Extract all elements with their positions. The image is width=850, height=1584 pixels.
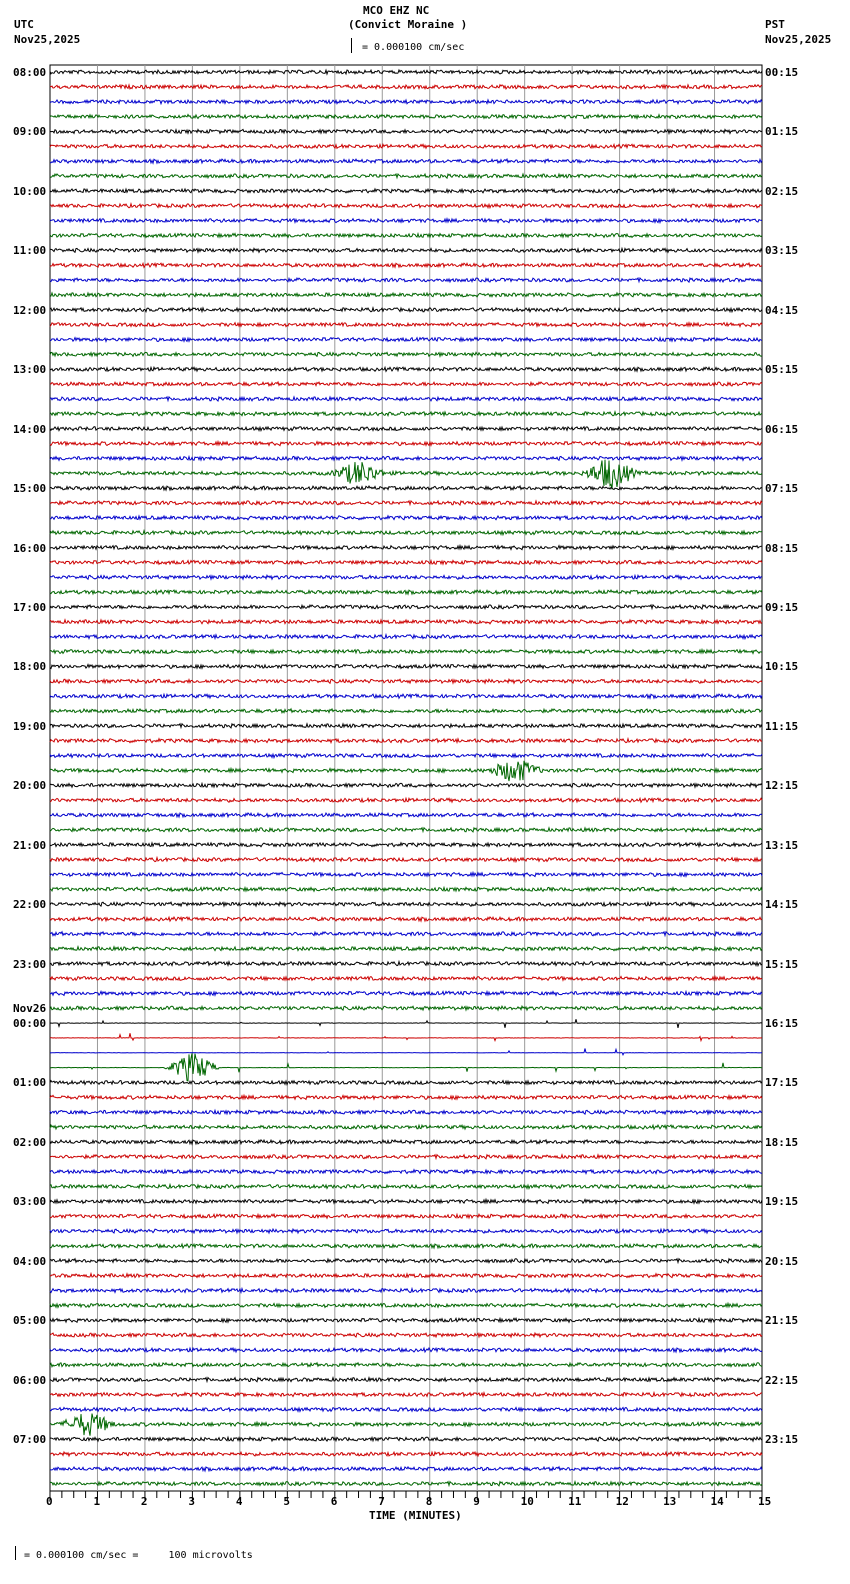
- seismic-trace: [50, 1259, 762, 1263]
- seismic-trace: [50, 293, 762, 297]
- pst-hour-label: 11:15: [765, 719, 799, 733]
- right-timezone: PST: [765, 18, 785, 31]
- seismic-trace: [50, 1467, 762, 1471]
- seismic-trace: [50, 382, 762, 386]
- x-tick-label: 7: [378, 1495, 385, 1508]
- seismic-trace: [50, 1378, 762, 1382]
- seismic-trace: [50, 219, 762, 223]
- x-tick-label: 15: [758, 1495, 772, 1508]
- pst-hour-label: 01:15: [765, 125, 799, 139]
- pst-hour-label: 03:15: [765, 244, 799, 258]
- scale-text: = 0.000100 cm/sec: [362, 42, 465, 53]
- seismic-trace: [50, 1006, 762, 1010]
- seismic-trace: [50, 159, 762, 163]
- left-timezone: UTC: [14, 18, 34, 31]
- seismic-trace: [50, 204, 762, 208]
- seismic-trace: [50, 460, 762, 490]
- pst-hour-label: 21:15: [765, 1314, 799, 1328]
- seismic-trace: [50, 1363, 762, 1367]
- seismic-trace: [50, 412, 762, 416]
- pst-hour-label: 13:15: [765, 838, 799, 852]
- seismic-trace: [50, 754, 762, 758]
- seismic-trace: [50, 635, 762, 639]
- pst-hour-label: 18:15: [765, 1135, 799, 1149]
- utc-hour-label: 01:00: [13, 1076, 47, 1090]
- pst-hour-label: 22:15: [765, 1373, 799, 1387]
- seismic-trace: [50, 263, 762, 267]
- pst-hour-label: 19:15: [765, 1195, 799, 1209]
- x-tick-label: 0: [46, 1495, 53, 1508]
- pst-hour-label: 00:15: [765, 66, 799, 79]
- seismic-trace: [50, 1414, 762, 1436]
- seismic-trace: [50, 873, 762, 877]
- seismic-trace: [50, 516, 762, 520]
- seismic-trace: [50, 664, 762, 668]
- x-tick-label: 13: [663, 1495, 677, 1508]
- x-tick-label: 9: [473, 1495, 480, 1508]
- seismic-trace: [50, 590, 762, 594]
- seismic-trace: [50, 1244, 762, 1248]
- seismic-trace: [50, 1452, 762, 1456]
- utc-hour-label: 12:00: [13, 303, 47, 317]
- pst-hour-label: 02:15: [765, 184, 799, 198]
- seismic-trace: [50, 1049, 762, 1055]
- seismic-trace: [50, 709, 762, 713]
- pst-hour-label: 17:15: [765, 1076, 799, 1090]
- seismic-trace: [50, 427, 762, 431]
- seismic-trace: [50, 367, 762, 371]
- utc-hour-label: 14:00: [13, 422, 47, 436]
- seismic-trace: [50, 486, 762, 490]
- seismic-trace: [50, 858, 762, 862]
- utc-hour-label: 19:00: [13, 719, 47, 733]
- left-date: Nov25,2025: [14, 33, 81, 46]
- seismic-trace: [50, 761, 762, 781]
- utc-hour-label: 07:00: [13, 1433, 47, 1447]
- seismic-trace: [50, 129, 762, 133]
- seismic-trace: [50, 560, 762, 564]
- x-tick-label: 14: [710, 1495, 724, 1508]
- pst-hour-label: 09:15: [765, 600, 799, 614]
- seismic-trace: [50, 991, 762, 995]
- seismic-trace: [50, 397, 762, 401]
- x-tick-label: 12: [615, 1495, 629, 1508]
- seismic-trace: [50, 575, 762, 579]
- seismic-trace: [50, 1053, 762, 1081]
- seismic-trace: [50, 1125, 762, 1129]
- utc-hour-label: 20:00: [13, 779, 47, 793]
- footer-scale-text: = 0.000100 cm/sec = 100 microvolts: [24, 1550, 253, 1561]
- seismic-trace: [50, 1170, 762, 1174]
- seismic-trace: [50, 546, 762, 550]
- seismic-trace: [50, 323, 762, 327]
- seismic-trace: [50, 1348, 762, 1352]
- seismic-trace: [50, 248, 762, 252]
- seismic-trace: [50, 887, 762, 891]
- pst-hour-label: 04:15: [765, 303, 799, 317]
- seismic-trace: [50, 1019, 762, 1028]
- x-tick-label: 3: [188, 1495, 196, 1508]
- seismic-trace: [50, 233, 762, 237]
- seismic-trace: [50, 1081, 762, 1085]
- pst-hour-label: 10:15: [765, 660, 799, 674]
- seismic-trace: [50, 531, 762, 535]
- x-tick-label: 8: [425, 1495, 433, 1508]
- utc-hour-label: 06:00: [13, 1373, 47, 1387]
- pst-hour-label: 23:15: [765, 1433, 799, 1447]
- station-location: (Convict Moraine ): [348, 18, 468, 31]
- x-tick-label: 1: [93, 1495, 101, 1508]
- seismic-trace: [50, 1289, 762, 1293]
- day-change-label: Nov26: [13, 1002, 47, 1015]
- seismic-trace: [50, 947, 762, 951]
- pst-hour-label: 08:15: [765, 541, 799, 555]
- x-axis-label: TIME (MINUTES): [369, 1509, 462, 1522]
- seismic-trace: [50, 813, 762, 817]
- seismic-trace: [50, 1033, 762, 1040]
- x-tick-label: 6: [330, 1495, 338, 1508]
- pst-hour-label: 05:15: [765, 363, 799, 377]
- utc-hour-label: 03:00: [13, 1195, 47, 1209]
- seismic-trace: [50, 1333, 762, 1337]
- seismic-trace: [50, 70, 762, 74]
- utc-hour-label: 18:00: [13, 660, 47, 674]
- pst-hour-label: 07:15: [765, 482, 799, 496]
- seismic-trace: [50, 843, 762, 847]
- seismic-trace: [50, 1274, 762, 1278]
- seismic-trace: [50, 739, 762, 743]
- x-tick-label: 5: [283, 1495, 290, 1508]
- seismic-trace: [50, 1303, 762, 1307]
- utc-hour-label: 15:00: [13, 482, 47, 496]
- seismic-trace: [50, 1408, 762, 1412]
- seismic-trace: [50, 917, 762, 921]
- seismic-trace: [50, 100, 762, 104]
- pst-hour-label: 20:15: [765, 1254, 799, 1268]
- pst-hour-label: 12:15: [765, 779, 799, 793]
- seismic-trace: [50, 1199, 762, 1203]
- utc-hour-label: 05:00: [13, 1314, 47, 1328]
- seismic-trace: [50, 338, 762, 342]
- seismic-trace: [50, 278, 762, 282]
- seismic-trace: [50, 1318, 762, 1322]
- seismic-trace: [50, 456, 762, 460]
- utc-hour-label: 10:00: [13, 184, 47, 198]
- pst-hour-label: 16:15: [765, 1017, 799, 1031]
- station-title: MCO EHZ NC: [363, 4, 430, 17]
- x-tick-label: 4: [235, 1495, 243, 1508]
- seismic-trace: [50, 85, 762, 89]
- x-tick-label: 11: [568, 1495, 582, 1508]
- seismic-trace: [50, 605, 762, 609]
- utc-hour-label: 22:00: [13, 898, 47, 912]
- seismic-trace: [50, 174, 762, 178]
- seismic-trace: [50, 1095, 762, 1099]
- seismic-trace: [50, 1437, 762, 1441]
- seismic-trace: [50, 1482, 762, 1486]
- seismic-trace: [50, 1229, 762, 1233]
- seismic-trace: [50, 798, 762, 802]
- utc-hour-label: 04:00: [13, 1254, 47, 1268]
- seismic-trace: [50, 1185, 762, 1189]
- seismic-trace: [50, 620, 762, 624]
- utc-hour-label: 23:00: [13, 957, 47, 971]
- seismic-trace: [50, 115, 762, 119]
- x-tick-label: 2: [140, 1495, 148, 1508]
- utc-hour-label: 02:00: [13, 1135, 47, 1149]
- seismic-trace: [50, 308, 762, 312]
- right-date: Nov25,2025: [765, 33, 832, 46]
- seismic-trace: [50, 902, 762, 906]
- utc-hour-label: 17:00: [13, 600, 47, 614]
- pst-hour-label: 14:15: [765, 898, 799, 912]
- seismic-trace: [50, 1140, 762, 1144]
- seismic-trace: [50, 962, 762, 966]
- utc-hour-label: 16:00: [13, 541, 47, 555]
- seismic-trace: [50, 501, 762, 505]
- x-tick-label: 10: [520, 1495, 534, 1508]
- utc-hour-label: 09:00: [13, 125, 47, 139]
- pst-hour-label: 15:15: [765, 957, 799, 971]
- seismic-trace: [50, 1110, 762, 1114]
- utc-hour-label: 13:00: [13, 363, 47, 377]
- utc-hour-label: 00:00: [13, 1017, 47, 1031]
- seismic-trace: [50, 828, 762, 832]
- seismic-trace: [50, 1393, 762, 1397]
- seismic-trace: [50, 724, 762, 728]
- seismic-trace: [50, 694, 762, 698]
- utc-hour-label: 11:00: [13, 244, 47, 258]
- seismic-trace: [50, 679, 762, 683]
- seismic-trace: [50, 977, 762, 981]
- utc-hour-label: 08:00: [13, 66, 47, 79]
- seismic-trace: [50, 442, 762, 446]
- seismic-trace: [50, 650, 762, 654]
- seismic-trace: [50, 783, 762, 787]
- seismic-trace: [50, 189, 762, 193]
- seismic-trace: [50, 932, 762, 936]
- utc-hour-label: 21:00: [13, 838, 47, 852]
- seismic-trace: [50, 1214, 762, 1218]
- seismic-trace: [50, 352, 762, 356]
- seismic-trace: [50, 1155, 762, 1159]
- seismic-trace: [50, 144, 762, 148]
- pst-hour-label: 06:15: [765, 422, 799, 436]
